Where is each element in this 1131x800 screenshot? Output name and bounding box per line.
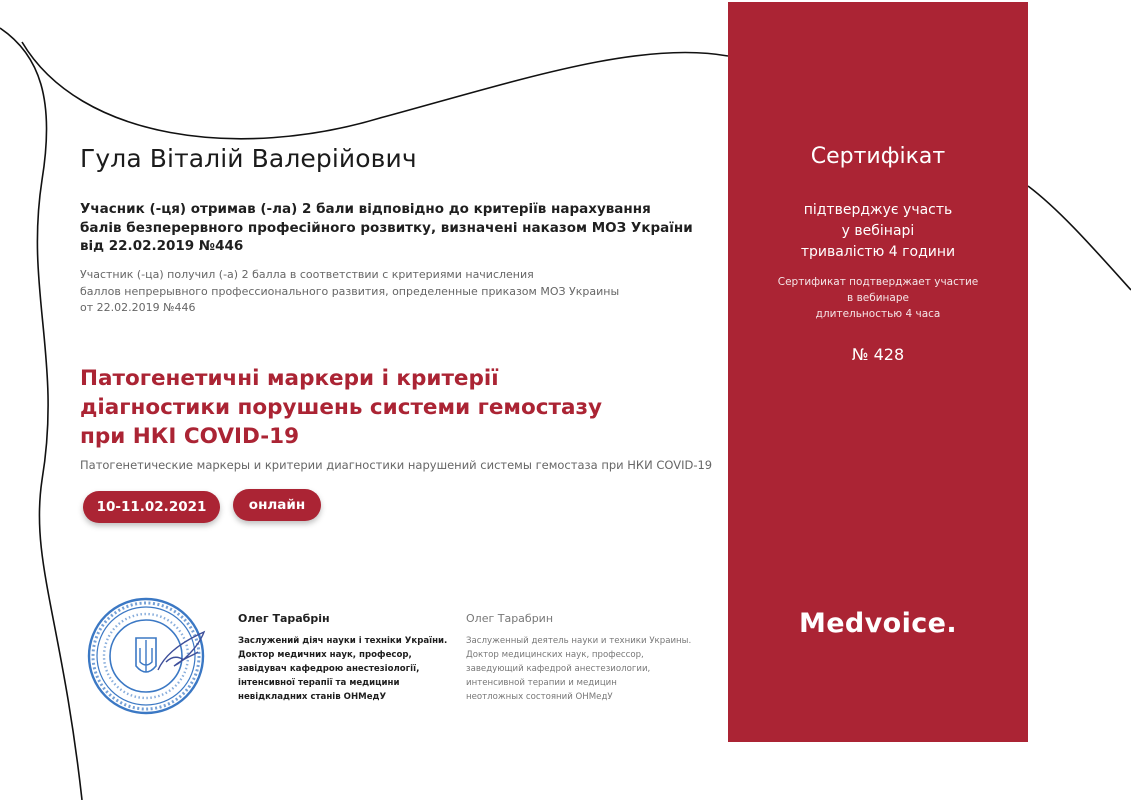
signatory-description-ru: Заслуженный деятель науки и техники Украины. Доктор медицинских наук, профессор, заведующий кафедрой анестезиологии, интенсивной терапии и медицин неотложных состояний ОНМедУ [466, 636, 692, 702]
left-decorative-curve [0, 28, 82, 800]
top-decorative-curve [22, 42, 728, 139]
certificate-panel [728, 2, 1028, 742]
event-date-badge: 10-11.02.2021 [83, 491, 220, 523]
certificate-number: № 428 [851, 345, 905, 364]
right-decorative-curve [1028, 186, 1131, 290]
certificate-confirmation-ua: підтверджує участь у вебінарі тривалістю 4 години [800, 202, 956, 260]
event-mode-badge: онлайн [233, 489, 321, 521]
signatory-name-ru: Олег Тарабрин [466, 612, 554, 625]
credits-statement-ru: Участник (-ца) получил (-а) 2 балла в соответствии с критериями начисления баллов непрерывного профессионального развития, определенные приказом МОЗ Украины от 22.02.2019 №446 [80, 268, 620, 314]
recipient-name: Гула Віталій Валерійович [80, 144, 417, 173]
credits-statement-ua: Учасник (-ця) отримав (-ла) 2 бали відповідно до критеріїв нарахування балів безперервного професійного розвитку, визначені наказом МОЗ України від 22.02.2019 №446 [80, 201, 693, 254]
course-title: Патогенетичні маркери і критерії діагностики порушень системи гемостазу при НКІ COVID-19 [80, 366, 602, 449]
brand-logo: Medvoice. [798, 608, 958, 639]
signatory-name-ua: Олег Тарабрін [238, 612, 330, 625]
signatory-description-ua: Заслужений діяч науки і техніки України. Доктор медичних наук, професор, завідувач кафедрою анестезіології, інтенсивної терапії та медицини невідкладних станів ОНМедУ [238, 636, 448, 702]
certificate-confirmation-ru: Сертификат подтверджает участие в вебинаре длительностью 4 часа [777, 276, 979, 320]
official-stamp-icon [86, 592, 210, 720]
certificate-title: Сертифікат [810, 144, 946, 169]
course-subtitle-ru: Патогенетические маркеры и критерии диагностики нарушений системы гемостаза при НКИ COVID-19 [80, 458, 713, 472]
